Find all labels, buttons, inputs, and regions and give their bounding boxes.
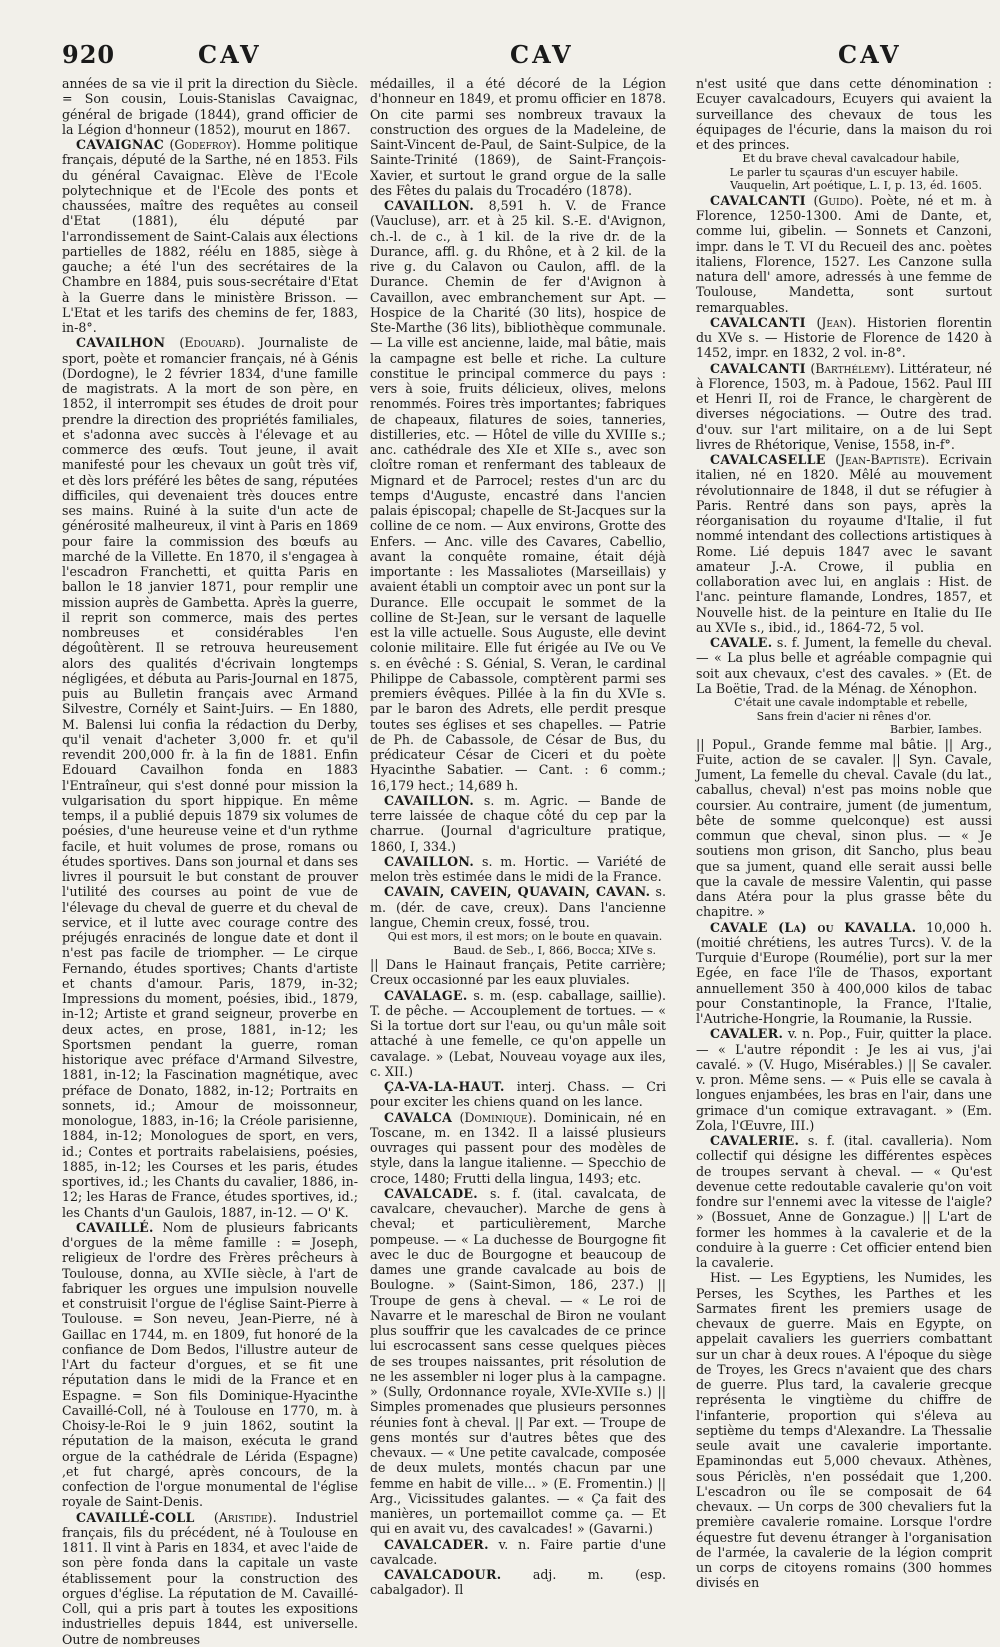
quotation-line: Qui est mors, il est mors; on le boute en quavain. <box>387 930 663 943</box>
headword-gloss: (Edouard). <box>179 335 245 351</box>
entry-text: adj. m. (esp. cabalgador). Il <box>370 1567 666 1598</box>
headword: CAVALCADOUR. <box>384 1567 502 1582</box>
headword: CAVAILHON <box>76 335 166 351</box>
page-number: 920 <box>62 40 116 69</box>
entry-text: Poète, né et m. à Florence, 1250-1300. Ami de Dante, et, comme lui, gibelin. — Sonnets et Canzoni, impr. dans le T. VI du Recueil des anc. poètes italiens, Florence, 1527. Les Canzone sulla natura dell' amore, adressés à une femme de Toulouse, Mandetta, sont surtout remarquables. <box>696 192 992 315</box>
headword: CAVAILLON. <box>384 792 475 808</box>
entry-cavaille-coll <box>62 1510 358 1647</box>
quotation <box>696 152 992 193</box>
entry-text: s. f. (ital. cavalleria). Nom collectif qui désigne les différentes espèces de troupes servant à cheval. — « Qu'est devenue cette redoutable cavalerie qu'on voit fondre sur l'ennemi avec la vitesse de l'aigle? » (Bossuet, Anne de Gonzague.) || L'art de former les hommes à la cavalerie et de la conduire à la guerre : Cet officier entend bien la cavalerie. <box>696 1133 992 1270</box>
entry-cavaille <box>62 1220 358 1510</box>
headword: CAVALCANTI <box>710 314 806 330</box>
entry-text: s. m. (dér. de cave, creux). Dans l'ancienne langue, Chemin creux, fossé, trou. <box>370 884 666 930</box>
entry-continuation: n'est usité que dans cette dénomination : Ecuyer cavalcadours, Ecuyers qui avaient la surveillance des chevaux de tous les équipages de l'écurie, dans la maison du roi et des princes. <box>696 76 992 152</box>
entry-cavaillon-town <box>370 198 666 793</box>
entry-text: v. n. Pop., Fuir, quitter la place. — « L'autre répondit : Je les ai vus, j'ai cavalé. » (V. Hugo, Misérables.) || Se cavaler. v. pron. Même sens. — « Puis elle se cavala à longues enjambées, les bras en l'air, dans une grimace d'un comique extravagant. » (Em. Zola, l'Œuvre, III.) <box>696 1026 992 1133</box>
entry-cavalcaselle <box>696 452 992 635</box>
entry-text: Nom de plusieurs fabricants d'orgues de la même famille : = Joseph, religieux de l'ordre des Frères prêcheurs à Toulouse, donna, au XVIIe siècle, à l'art de fabriquer les orgues une impulsion nouvelle et construisit l'orgue de l'église Saint-Pierre à Toulouse. = Son neveu, Jean-Pierre, né à Gaillac en 1744, m. en 1809, fut honoré de la confiance de Dom Bedos, l'illustre auteur de l'Art du facteur d'orgues, et se fit une réputation dans le midi de la France et en Espagne. = Son fils Dominique-Hyacinthe Cavaillé-Coll, né à Toulouse en 1770, m. à Choisy-le-Roi le 9 juin 1862, soutint la réputation de la maison, exécuta le grand orgue de la cathédrale de Lérida (Espagne) ,et fut chargé, après concours, de la confection de l'orgue monumental de l'église royale de Saint-Denis. <box>62 1219 358 1510</box>
running-head-center: CAV <box>510 40 574 69</box>
entry-cavaler <box>696 1026 992 1133</box>
running-head-left: CAV <box>198 40 262 69</box>
entry-cavalcadour <box>370 1567 666 1598</box>
column-1 <box>62 76 359 1647</box>
quotation-source: Baud. de Seb., I, 866, Bocca; XIVe s. <box>453 943 656 957</box>
entry-text: 8,591 h. V. de France (Vaucluse), arr. et à 25 kil. S.-E. d'Avignon, ch.-l. de c., à 1 kil. de la rive dr. de la Durance, affl. g. du Rhône, et à 2 kil. de la rive g. du Calavon ou Caulon, affl. de la Durance. Chemin de fer d'Avignon à Cavaillon, avec embranchement sur Apt. — Hospice de la Charité (30 lits), hospice de Ste-Marthe (36 lits), bibliothèque communale. — La ville est ancienne, laide, mal bâtie, mais la campagne est belle et riche. La culture constitue le principal commerce du pays : vers à soie, fruits délicieux, olives, melons renommés. Foires très importantes; fabriques de chapeaux, filatures de soies, tanneries, distilleries, etc. — Hôtel de ville du XVIIIe s.; anc. cathédrale des XIe et XIIe s., avec son cloître roman et renfermant des tableaux de Mignard et de Parrocel; restes d'un arc du temps d'Auguste, encastré dans l'ancien palais épiscopal; chapelle de St-Jacques sur la colline de ce nom. — Aux environs, Grotte des Enfers. — Anc. ville des Cavares, Cabellio, avant la conquête romaine, était déjà importante : les Massaliotes (Marseillais) y avaient établi un comptoir avec un pont sur la Durance. Elle occupait le sommet de la colline de St-Jean, sur le versant de laquelle est la ville actuelle. Sous Auguste, elle devint colonie militaire. Elle fut érigée au IVe ou Ve s. en évêché : S. Génial, S. Veran, le cardinal Philippe de Cabassole, comptèrent parmi ses premiers évêques. Pillée à la fin du XVIe s. par le baron des Adrets, elle perdit presque toutes ses églises et ses chapelles. — Patrie de Ph. de Cabassole, de César de Bus, du prédicateur César de Ciceri et du poète Hyacinthe Sabatier. — Cant. : 6 comm.; 16,179 hect.; 14,689 h. <box>370 198 666 793</box>
entry-cavalcade <box>370 1186 666 1537</box>
entry-text: s. f. Jument, la femelle du cheval. — « La plus belle et agréable compagnie qui soit aux chevaux, c'est des cavales. » (Et. de La Boëtie, Trad. de la Ménag. de Xénophon. <box>696 635 992 696</box>
headword: CAVAIGNAC <box>76 137 165 152</box>
headword: CAVALE. <box>710 635 773 650</box>
headword: ÇA-VA-LA-HAUT. <box>384 1079 505 1094</box>
entry-cavain <box>370 884 666 930</box>
entry-cavale-kavalla <box>696 920 992 1027</box>
entry-text: Homme politique français, député de la Sarthe, né en 1853. Fils du général Cavaignac. Elève de l'Ecole polytechnique et de l'Ecole des ponts et chaussées, maître des requêtes au conseil d'Etat (1881), élu député par l'arrondissement de Saint-Calais aux élections partielles de 1882, réélu en 1885, siège à gauche; a été l'un des secrétaires de la Chambre en 1884, puis sous-secrétaire d'Etat à la Guerre dans le ministère Brisson. — L'Etat et les tarifs des chemins de fer, 1883, in-8°. <box>62 137 359 335</box>
headword: CAVAIN, CAVEIN, QUAVAIN, CAVAN. <box>384 884 651 900</box>
quotation-line: C'était une cavale indomptable et rebelle, <box>734 696 968 709</box>
headword: CAVALERIE. <box>710 1133 800 1148</box>
entry-text: 10,000 h. (moitié chrétiens, les autres Turcs). V. de la Turquie d'Europe (Roumélie), port sur la mer Egée, en face l'île de Thasos, exportant annuellement 350 à 400,000 kilos de tabac pour Constantinople, la France, l'Italie, l'Autriche-Hongrie, la Roumanie, la Russie. <box>696 919 992 1026</box>
entry-cavailhon <box>62 335 358 1220</box>
entry-text: v. n. Faire partie d'une cavalcade. <box>370 1536 666 1567</box>
entry-text: s. m. Hortic. — Variété de melon très estimée dans le midi de la France. <box>370 853 666 884</box>
quotation <box>696 696 992 737</box>
headword-gloss: (Barthélemy). <box>810 360 895 376</box>
entry-cavale <box>696 635 992 696</box>
headword: CAVAILLÉ-COLL <box>76 1509 195 1525</box>
entry-cavalcanti-jean <box>696 315 992 361</box>
headword: CAVALCADE. <box>384 1185 478 1201</box>
entry-text: Dominicain, né en Toscane, m. en 1342. Il a laissé plusieurs ouvrages qui passent pour des modèles de style, dans la langue italienne. — Specchio de croce, 1480; Frutti della lingua, 1493; etc. <box>370 1109 666 1186</box>
headword: CAVALAGE. <box>384 987 468 1003</box>
quotation <box>370 930 666 957</box>
quotation-line: Sans frein d'acier ni rênes d'or. <box>756 709 932 723</box>
entry-cavalcanti-guido <box>696 193 992 315</box>
headword: CAVAILLON. <box>384 198 475 213</box>
headword: CAVALE (La) ou KAVALLA. <box>710 919 917 935</box>
quotation-source: Barbier, Iambes. <box>889 723 982 736</box>
entry-text: Industriel français, fils du précédent, né à Toulouse en 1811. Il vint à Paris en 1834, et avec l'aide de son père fonda dans la capitale un vaste établissement pour la construction des orgues d'église. La réputation de M. Cavaillé-Coll, qui a pris part à toutes les expositions industrielles depuis 1844, est universelle. Outre de nombreuses <box>62 1509 358 1647</box>
entry-continuation: || Dans le Hainaut français, Petite carrière; Creux occasionné par les eaux pluviales. <box>370 957 666 988</box>
entry-text: Ecrivain italien, né en 1820. Mêlé au mouvement révolutionnaire de 1848, il dut se réfugier à Paris. Rentré dans son pays, après la réorganisation du royaume d'Italie, il fut nommé intendant des collections artistiques à Rome. Lié depuis 1847 avec le savant amateur J.-A. Crowe, il publia en collaboration avec lui, en anglais : Hist. de l'anc. peinture flamande, Londres, 1857, et Nouvelle hist. de la peinture en Italie du IIe au XVIe s., ibid., id., 1864-72, 5 vol. <box>696 452 992 635</box>
entry-text: s. f. (ital. cavalcata, de cavalcare, chevaucher). Marche de gens à cheval; et particulièrement, Marche pompeuse. — « La duchesse de Bourgogne fit avec le duc de Bourgogne et beaucoup de dames une grande cavalcade au bois de Boulogne. » (Saint-Simon, 186, 237.) || Troupe de gens à cheval. — « Le roi de Navarre et le mareschal de Biron ne voulant plus souffrir que les cavalcades de ce prince lui escrocassent sans cesse quelques pièces de ses troupes naissantes, prit résolution de ne les assembler ni loger plus à la campagne. » (Sully, Ordonnance royale, XVIe-XVIIe s.) || Simples promenades que plusieurs personnes réunies font à cheval. || Par ext. — Troupe de gens montés sur d'autres bêtes que des chevaux. — « Une petite cavalcade, composée de deux mulets, montés chacun par une femme en habit de ville... » (E. Fromentin.) || Arg., Vicissitudes galantes. — « Ça fait des manières, un portemaillot comme ça. — Et qui en avait vu, des cavalcades! » (Gavarni.) <box>370 1185 666 1537</box>
entry-cavalcanti-barthelemy <box>696 361 992 453</box>
quotation-line: Et du brave cheval cavalcadour habile, <box>742 152 960 166</box>
entry-cavalerie <box>696 1133 992 1270</box>
entry-continuation: || Popul., Grande femme mal bâtie. || Arg., Fuite, action de se cavaler. || Syn. Cavale, Jument, La femelle du cheval. Cavale (du lat., caballus, cheval) n'est pas moins noble que coursier. Au contraire, jument (de jumentum, bête de somme quelconque) est aussi commun que cheval, sinon plus. — « Je soutiens mon grison, dit Sancho, plus beau que sa jument, quand elle serait aussi belle que la cavale de messire Valentin, qui passe dans Atéra pour la plus grasse bête du chapitre. » <box>696 736 992 920</box>
entry-cavaignac <box>62 137 358 335</box>
quotation-line: Le parler tu sçauras d'un escuyer habile. <box>729 165 959 179</box>
quotation-source: Vauquelin, Art poétique, L. I, p. 13, éd. 1605. <box>730 179 982 193</box>
entry-text: Historien florentin du XVe s. — Historie de Florence de 1420 à 1452, impr. en 1832, 2 vol. in-8°. <box>696 314 992 361</box>
headword: CAVALCA <box>384 1109 453 1125</box>
entry-text: interj. Chass. — Cri pour exciter les chiens quand on les lance. <box>370 1079 666 1110</box>
entry-text: Journaliste de sport, poète et romancier français, né à Génis (Dordogne), le 2 février 1834, d'une famille de magistrats. A la mort de son père, en 1852, il interrompit ses études de droit pour prendre la direction des propriétés familiales, et s'adonna avec succès à l'élevage et au commerce des œufs. Tout jeune, il avait manifesté pour les chevaux un goût très vif, et dès lors préféré les bêtes de sang, réputées difficiles, qui devenaient très douces entre ses mains. Ruiné à la suite d'un acte de générosité malheureux, il vint à Paris en 1869 pour faire la commission des bœufs au marché de la Villette. En 1870, il s'engagea à l'escadron Franchetti, et quitta Paris en ballon le 18 janvier 1871, pour remplir une mission auprès de Gambetta. Après la guerre, il reprit son commerce, mais des pertes nombreuses et considérables l'en dégoûtèrent. Il se retrouva heureusement alors des qualités d'écrivain longtemps négligées, et débuta au Paris-Journal en 1875, puis au Bulletin français avec Armand Silvestre, Cornély et Saint-Juirs. — En 1880, M. Balensi lui confia la rédaction du Derby, qu'il venait d'acheter 3,000 fr. et qu'il revendit 200,000 fr. à la fin de 1881. Enfin Edouard Cavailhon fonda en 1883 l'Entraîneur, qui s'est donné pour mission la vulgarisation du sport hippique. En même temps, il a publié depuis 1879 six volumes de poésies, d'une heureuse veine et d'un rythme facile, et huit volumes de prose, romans ou études sportives. Dans son journal et dans ses livres il poursuit le but constant de prouver l'utilité des courses au point de vue de l'élevage du cheval de guerre et du cheval de service, et il lutte avec courage contre des préjugés enracinés de longue date et dont il n'est pas facile de triompher. — Le cirque Fernando, études sportives; Chants d'artiste et chants d'amour. Paris, 1879, in-32; Impressions du moment, poésies, ibid., 1879, in-12; Artiste et grand seigneur, proverbe en deux actes, en prose, 1881, in-12; les Sportsmen pendant la guerre, roman historique avec préface d'Armand Silvestre, 1881, in-12; la Fascination magnétique, avec préface de Donato, 1882, in-12; Portraits en sonnets, id.; Amour de moissonneur, monologue, 1883, in-16; la Créole parisienne, 1884, in-12; Monologues de sport, en vers, id.; Contes et portraits rabelaisiens, poésies, 1885, in-12; les Courses et les paris, études sportives, id.; les Chants du cavalier, 1886, in-12; les Haras de France, études sportives, id.; les Chants d'un Gaulois, 1887, in-12. — O' K. <box>62 335 358 1220</box>
entry-ca-va-la-haut <box>370 1079 666 1110</box>
entry-cavalca <box>370 1110 666 1186</box>
column-3 <box>696 76 992 1591</box>
headword-gloss: (Godefroy). <box>169 137 241 152</box>
entry-cavalage <box>370 988 666 1080</box>
headword: CAVALCASELLE <box>710 452 826 467</box>
entry-continuation: médailles, il a été décoré de la Légion d'honneur en 1849, et promu officier en 1878. On cite parmi ses nombreux travaux la construction des orgues de la Madeleine, de Saint-Vincent de-Paul, de Saint-Sulpice, de la Sainte-Trinité (1869), de Saint-François-Xavier, et surtout le grand orgue de la salle des Fêtes du palais du Trocadéro (1878). <box>370 76 666 198</box>
headword: CAVAILLON. <box>384 853 475 869</box>
headword-gloss: (Jean). <box>816 314 857 330</box>
headword: CAVALCANTI <box>710 192 806 208</box>
headword: CAVAILLÉ. <box>76 1219 154 1235</box>
entry-cavalerie-hist: Hist. — Les Egyptiens, les Numides, les Perses, les Scythes, les Parthes et les Sarmates firent les premiers usage de chevaux de guerre. Mais en Egypte, on appelait cavaliers les guerriers combattant sur un char à deux roues. A l'époque du siège de Troyes, les Grecs n'avaient que des chars de guerre. Plus tard, la cavalerie grecque représenta le vingtième du chiffre de l'infanterie, proportion qui s'éleva au septième du temps d'Alexandre. La Thessalie seule avait une cavalerie importante. Epaminondas eut 5,000 chevaux. Athènes, sous Périclès, n'en possédait que 1,200. L'escadron ou île se composait de 64 chevaux. — Un corps de 300 chevaliers fut la première cavalerie romaine. Lorsque l'ordre équestre fut devenu étranger à l'organisation de l'armée, la cavalerie de la légion comprit un corps de citoyens romains (300 hommes divisés en <box>696 1270 992 1591</box>
headword: CAVALER. <box>710 1026 784 1042</box>
headword: CAVALCANTI <box>710 360 806 376</box>
entry-cavalcader <box>370 1537 666 1568</box>
entry-text: s. m. Agric. — Bande de terre laissée de chaque côté du cep par la charrue. (Journal d'agriculture pratique, 1860, I, 334.) <box>370 792 666 854</box>
column-2 <box>370 76 666 1598</box>
running-head-right: CAV <box>838 40 902 69</box>
page-header <box>0 38 1000 78</box>
entry-cavaillon-hortic <box>370 854 666 885</box>
entry-text: s. m. (esp. caballage, saillie). T. de pêche. — Accouplement de tortues. — « Si la tortue dort sur l'eau, ou qu'un mâle soit attaché à une femelle, ce qu'on appelle un cavalage. » (Lebat, Nouveau voyage aux iles, c. XII.) <box>370 987 666 1079</box>
headword-gloss: (Dominique). <box>459 1109 537 1125</box>
headword: CAVALCADER. <box>384 1536 489 1552</box>
entry-text: Littérateur, né à Florence, 1503, m. à Padoue, 1562. Paul III et Henri II, roi de France, le chargèrent de diverses négociations. — Outre des trad. d'ouv. sur l'art militaire, on a de lui Sept livres de Rhétorique, Venise, 1558, in-f°. <box>696 360 992 452</box>
headword-gloss: (Guido). <box>813 192 864 208</box>
entry-continuation: années de sa vie il prit la direction du Siècle. = Son cousin, Louis-Stanislas Cavaignac, général de brigade (1844), grand officier de la Légion d'honneur (1852), mourut en 1867. <box>62 76 358 137</box>
headword-gloss: (Jean-Baptiste). <box>835 452 930 467</box>
headword-gloss: (Aristide). <box>213 1509 277 1525</box>
entry-cavaillon-agric <box>370 793 666 854</box>
